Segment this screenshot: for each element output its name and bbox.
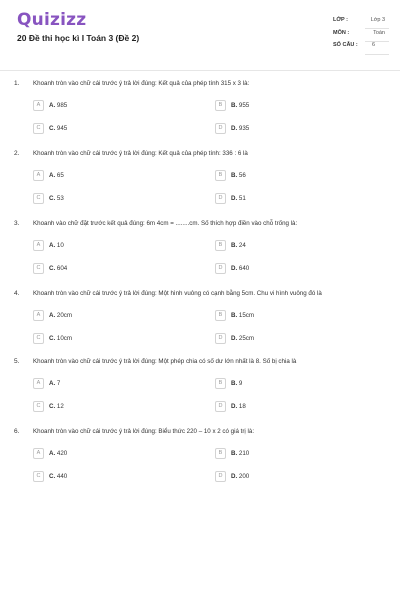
option-letter: A.: [49, 449, 56, 457]
option-box[interactable]: B: [215, 170, 226, 181]
option-box[interactable]: C: [33, 263, 44, 274]
option-letter: D.: [231, 194, 238, 202]
option-text: 12: [56, 402, 64, 410]
option-box[interactable]: D: [215, 333, 226, 344]
option-letter: D.: [231, 472, 238, 480]
option-text: 955: [238, 101, 250, 109]
question-text: Khoanh tròn vào chữ cái trước ý trả lời đúng: Kết quả của phép tính: 336 : 6 là: [33, 150, 248, 157]
option-letter: C.: [49, 402, 56, 410]
option-text: 15cm: [238, 311, 255, 319]
meta-divider: [365, 41, 389, 42]
question-text: Khoanh tròn vào chữ cái trước ý trả lời đúng: Một hình vuông có cạnh bằng 5cm. Chu vi hình vuông đó là: [33, 290, 322, 297]
option-text: 935: [238, 124, 250, 132]
option-box[interactable]: A: [33, 240, 44, 251]
meta-divider: [365, 54, 389, 55]
question-4: [0, 290, 400, 360]
header-divider: [0, 70, 400, 71]
question-1: [0, 80, 400, 150]
question-number: 6.: [14, 428, 20, 435]
option-letter: C.: [49, 194, 56, 202]
question-text: Khoanh tròn vào chữ cái trước ý trả lời đúng: Kết quả của phép tính 315 x 3 là:: [33, 80, 250, 87]
option-box[interactable]: B: [215, 448, 226, 459]
option-letter: B.: [231, 101, 238, 109]
option-box[interactable]: A: [33, 448, 44, 459]
option-box[interactable]: C: [33, 401, 44, 412]
meta-info: [333, 14, 389, 52]
option-text: 604: [56, 264, 68, 272]
option-letter: A.: [49, 241, 56, 249]
question-number: 3.: [14, 220, 20, 227]
option-text: 51: [238, 194, 246, 202]
option-letter: C.: [49, 124, 56, 132]
option-text: 10: [56, 241, 64, 249]
option-letter: C.: [49, 472, 56, 480]
option-box[interactable]: D: [215, 193, 226, 204]
question-number: 2.: [14, 150, 20, 157]
option-text: 945: [56, 124, 68, 132]
quizizz-logo: Quizizz: [17, 10, 87, 30]
option-box[interactable]: A: [33, 310, 44, 321]
option-box[interactable]: B: [215, 310, 226, 321]
question-number: 1.: [14, 80, 20, 87]
option-text: 985: [56, 101, 68, 109]
option-box[interactable]: B: [215, 100, 226, 111]
question-text: Khoanh tròn vào chữ cái trước ý trả lời đúng: Biểu thức 220 – 10 x 2 có giá trị là:: [33, 428, 255, 435]
option-box[interactable]: D: [215, 123, 226, 134]
option-text: 65: [56, 171, 64, 179]
option-box[interactable]: B: [215, 378, 226, 389]
option-letter: A.: [49, 101, 56, 109]
meta-value: Toán: [373, 29, 385, 36]
option-letter: B.: [231, 449, 238, 457]
question-text: Khoanh vào chữ đặt trước kết quả đúng: 6m 4cm = ........cm. Số thích hợp điền vào chỗ trống là:: [33, 220, 298, 227]
option-text: 440: [56, 472, 68, 480]
option-letter: D.: [231, 264, 238, 272]
option-text: 200: [238, 472, 250, 480]
meta-value: Lớp 3: [370, 17, 385, 23]
option-letter: D.: [231, 402, 238, 410]
option-text: 210: [238, 449, 250, 457]
option-text: 53: [56, 194, 64, 202]
option-text: 24: [238, 241, 246, 249]
meta-divider: [365, 28, 389, 29]
option-letter: B.: [231, 379, 238, 387]
option-letter: B.: [231, 171, 238, 179]
question-text: Khoanh tròn vào chữ cái trước ý trả lời đúng: Một phép chia có số dư lớn nhất là 8. Số bị chia là: [33, 358, 297, 365]
option-text: 20cm: [56, 311, 73, 319]
option-box[interactable]: C: [33, 333, 44, 344]
question-6: [0, 428, 400, 498]
option-text: 18: [238, 402, 246, 410]
option-letter: B.: [231, 311, 238, 319]
question-number: 5.: [14, 358, 20, 365]
option-letter: B.: [231, 241, 238, 249]
question-3: [0, 220, 400, 290]
option-text: 7: [56, 379, 61, 387]
option-box[interactable]: D: [215, 401, 226, 412]
meta-row-class: [333, 14, 389, 27]
option-box[interactable]: A: [33, 378, 44, 389]
option-text: 420: [56, 449, 68, 457]
meta-label: LỚP :: [333, 17, 348, 23]
question-number: 4.: [14, 290, 20, 297]
worksheet-header: [0, 0, 400, 72]
option-box[interactable]: A: [33, 170, 44, 181]
option-text: 56: [238, 171, 246, 179]
option-text: 9: [238, 379, 243, 387]
option-letter: D.: [231, 124, 238, 132]
option-box[interactable]: C: [33, 471, 44, 482]
option-text: 25cm: [238, 334, 255, 342]
option-letter: A.: [49, 171, 56, 179]
option-box[interactable]: B: [215, 240, 226, 251]
option-box[interactable]: C: [33, 123, 44, 134]
meta-value: 6: [371, 42, 375, 48]
option-text: 10cm: [56, 334, 73, 342]
option-letter: C.: [49, 264, 56, 272]
question-5: [0, 358, 400, 428]
option-letter: A.: [49, 311, 56, 319]
option-letter: A.: [49, 379, 56, 387]
option-text: 640: [238, 264, 250, 272]
question-2: [0, 150, 400, 220]
option-box[interactable]: C: [33, 193, 44, 204]
option-box[interactable]: A: [33, 100, 44, 111]
option-box[interactable]: D: [215, 471, 226, 482]
option-letter: D.: [231, 334, 238, 342]
meta-label: SỐ CÂU :: [333, 42, 358, 48]
worksheet-title: 20 Đề thi học kì I Toán 3 (Đề 2): [17, 33, 140, 43]
meta-label: MÔN :: [333, 29, 350, 36]
option-letter: C.: [49, 334, 56, 342]
option-box[interactable]: D: [215, 263, 226, 274]
